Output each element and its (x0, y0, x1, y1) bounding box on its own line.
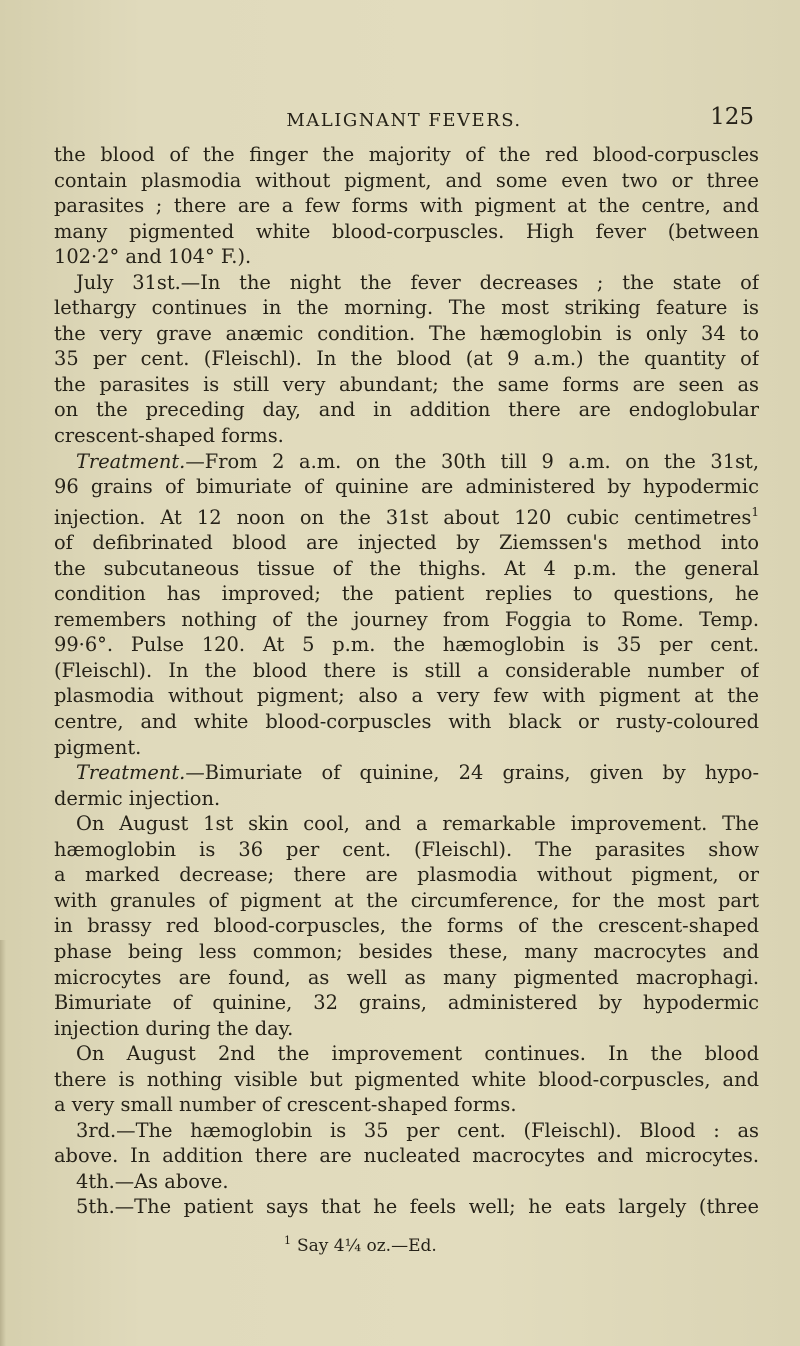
text-line: parasites ; there are a few forms with pigment at the centre, and (54, 194, 759, 218)
text-line: a very small number of crescent-shaped forms. (54, 1093, 517, 1117)
text-line: on the preceding day, and in addition there are endoglobular (54, 398, 759, 422)
footnote-marker: 1 (284, 1234, 291, 1247)
text-line: (Fleischl). In the blood there is still a considerable number of (54, 658, 759, 682)
text-line: crescent-shaped forms. (54, 424, 284, 448)
text-line: hæmoglobin is 36 per cent. (Fleischl). The parasites show (54, 837, 759, 861)
text-line: dermic injection. (54, 786, 221, 810)
text-line: many pigmented white blood-corpuscles. High fever (between (54, 219, 759, 243)
running-head: MALIGNANT FEVERS. (286, 110, 522, 131)
text-line: a marked decrease; there are plasmodia without pigment, or (54, 863, 759, 887)
text-line: 99·6°. Pulse 120. At 5 p.m. the hæmoglobin is 35 per cent. (54, 633, 759, 657)
text-line: phase being less common; besides these, many macrocytes and (54, 939, 759, 963)
text-line: lethargy continues in the morning. The most striking feature is (54, 296, 759, 320)
text-line: of defibrinated blood are injected by Ziemssen's method into (54, 531, 759, 555)
text-line: injection during the day. (54, 1016, 294, 1040)
body-text (54, 142, 759, 1220)
text-line: the very grave anæmic condition. The hæmoglobin is only 34 to (54, 321, 759, 345)
text-line: contain plasmodia without pigment, and some even two or three (54, 168, 759, 192)
text-line: 96 grains of bimuriate of quinine are administered by hypodermic (54, 475, 759, 499)
page-edge-shadow (0, 940, 6, 1346)
text-line: plasmodia without pigment; also a very few with pigment at the (54, 684, 759, 708)
text-line: above. In addition there are nucleated macrocytes and microcytes. (54, 1144, 759, 1168)
text-line: On August 2nd the improvement continues. In the blood (76, 1042, 759, 1066)
text-line: 5th.—The patient says that he feels well; he eats largely (three (76, 1195, 759, 1219)
text-line: 3rd.—The hæmoglobin is 35 per cent. (Fleischl). Blood : as (76, 1118, 759, 1142)
page-number: 125 (710, 104, 754, 130)
text-line: 35 per cent. (Fleischl). In the blood (at 9 a.m.) the quantity of (54, 347, 759, 371)
text-line: remembers nothing of the journey from Foggia to Rome. Temp. (54, 607, 759, 631)
treatment-line (54, 760, 759, 786)
treatment-label: Treatment. (76, 449, 186, 473)
text-line: the blood of the finger the majority of the red blood-corpuscles (54, 143, 759, 166)
treatment-label: Treatment. (76, 761, 186, 785)
footnote-text: Say 4¼ oz.—Ed. (297, 1236, 437, 1256)
footnote (284, 1234, 437, 1256)
text-line: microcytes are found, as well as many pigmented macrophagi. (54, 965, 759, 989)
text-line: condition has improved; the patient replies to questions, he (54, 582, 759, 606)
text-line: July 31st.—In the night the fever decreases ; the state of (76, 270, 759, 294)
text-line: Bimuriate of quinine, 32 grains, administered by hypodermic (54, 991, 759, 1015)
text-line: pigment. (54, 735, 142, 759)
text-line: in brassy red blood-corpuscles, the forms of the crescent-shaped (54, 914, 759, 938)
treatment-line (54, 449, 759, 475)
page-header (54, 104, 754, 136)
footnoted-line (54, 500, 759, 531)
text-line: with granules of pigment at the circumference, for the most part (54, 888, 759, 912)
text-segment: —Bimuriate of quinine, 24 grains, given by hypo- (185, 761, 759, 785)
text-line: the subcutaneous tissue of the thighs. At 4 p.m. the general (54, 556, 759, 580)
text-line: centre, and white blood-corpuscles with black or rusty-coloured (54, 710, 759, 734)
text-line: 4th.—As above. (76, 1169, 229, 1193)
text-segment: —From 2 a.m. on the 30th till 9 a.m. on the 31st, (185, 449, 759, 473)
text-line: the parasites is still very abundant; the same forms are seen as (54, 372, 759, 396)
text-line: there is nothing visible but pigmented white blood-corpuscles, and (54, 1067, 759, 1091)
text-segment: injection. At 12 noon on the 31st about 120 cubic centimetres (54, 505, 752, 529)
footnote-reference: 1 (751, 504, 759, 519)
text-line: 102·2° and 104° F.). (54, 245, 252, 269)
text-line: On August 1st skin cool, and a remarkable improvement. The (76, 812, 759, 836)
